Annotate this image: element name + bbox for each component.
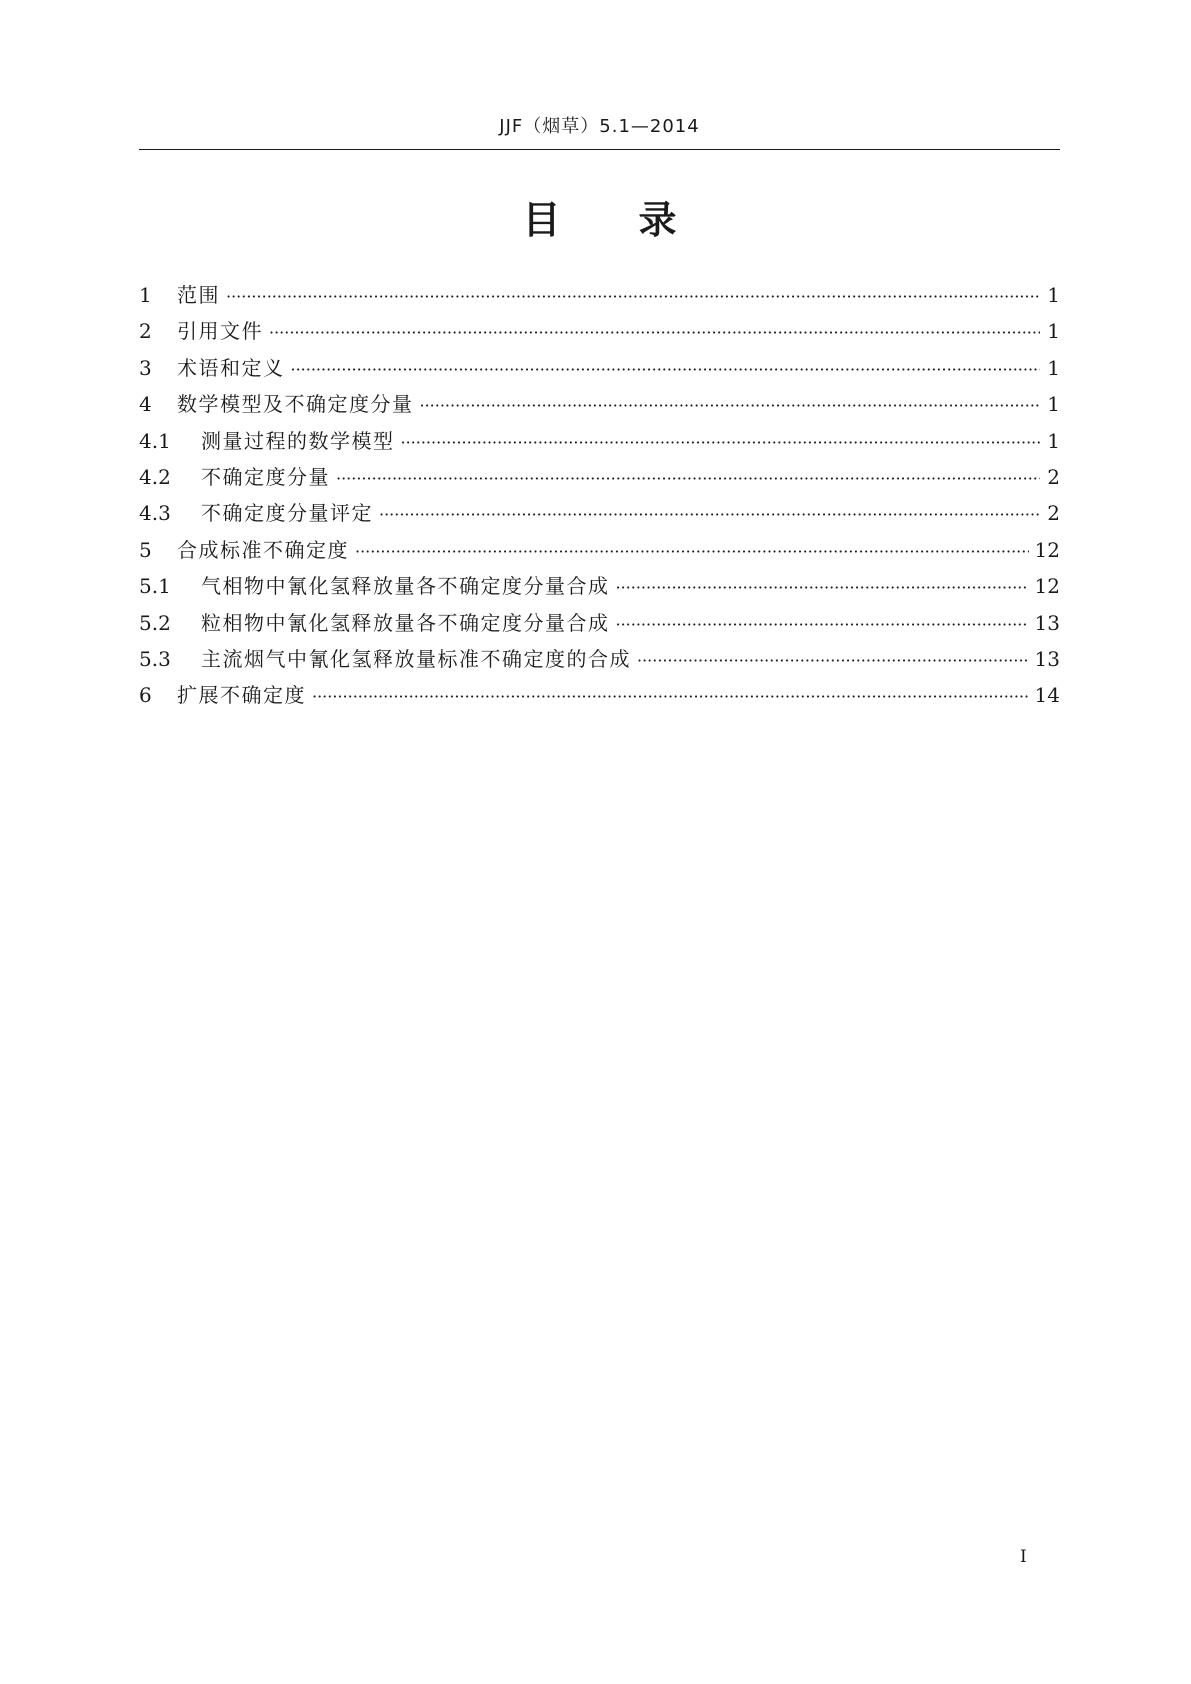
toc-entry[interactable]: [139, 459, 1060, 495]
toc-entry[interactable]: [139, 350, 1060, 386]
table-of-contents: [139, 277, 1060, 714]
toc-dot-leader: [616, 570, 1029, 606]
toc-entry-number: 4: [139, 392, 152, 417]
page-title: 目录: [522, 198, 755, 242]
toc-entry-page: 2: [1047, 464, 1060, 489]
toc-entry-number: 4.2: [139, 464, 171, 489]
toc-entry-title: 不确定度分量评定: [201, 501, 373, 526]
toc-entry[interactable]: [139, 386, 1060, 422]
toc-entry-page: 12: [1034, 574, 1060, 599]
standard-code-header: JJF（烟草）5.1—2014: [499, 116, 700, 137]
toc-dot-leader: [637, 643, 1029, 679]
toc-entry[interactable]: [139, 423, 1060, 459]
toc-entry-page: 12: [1034, 537, 1060, 562]
toc-entry-title: 引用文件: [177, 319, 263, 344]
toc-entry-title: 粒相物中氰化氢释放量各不确定度分量合成: [201, 610, 610, 635]
toc-dot-leader: [616, 607, 1029, 643]
header-rule: [139, 149, 1060, 150]
toc-entry[interactable]: [139, 641, 1060, 677]
toc-entry[interactable]: [139, 532, 1060, 568]
toc-entry-page: 13: [1034, 610, 1060, 635]
toc-entry[interactable]: [139, 605, 1060, 641]
toc-dot-leader: [269, 315, 1040, 351]
toc-entry-page: 1: [1047, 428, 1060, 453]
toc-dot-leader: [226, 279, 1040, 315]
toc-entry[interactable]: [139, 568, 1060, 604]
toc-entry-number: 3: [139, 355, 152, 380]
toc-entry-title: 范围: [177, 283, 220, 307]
toc-entry-title: 术语和定义: [177, 355, 285, 380]
toc-dot-leader: [336, 461, 1040, 497]
toc-entry-number: 1: [139, 283, 152, 307]
toc-entry-page: 14: [1034, 683, 1060, 708]
toc-entry-title: 合成标准不确定度: [177, 537, 349, 562]
toc-entry-number: 4.3: [139, 501, 171, 526]
toc-entry-number: 6: [139, 683, 152, 708]
toc-dot-leader: [420, 388, 1041, 424]
toc-entry-page: 1: [1047, 319, 1060, 344]
toc-dot-leader: [379, 497, 1040, 533]
toc-entry-title: 数学模型及不确定度分量: [177, 392, 414, 417]
toc-entry-title: 测量过程的数学模型: [201, 428, 395, 453]
toc-dot-leader: [291, 352, 1041, 388]
toc-entry[interactable]: [139, 277, 1060, 313]
toc-entry-page: 1: [1047, 283, 1060, 307]
toc-entry-number: 5.2: [139, 610, 171, 635]
toc-entry-number: 4.1: [139, 428, 171, 453]
toc-entry-number: 5.1: [139, 574, 171, 599]
toc-entry-page: 1: [1047, 355, 1060, 380]
page-number: I: [1020, 1547, 1027, 1567]
toc-entry-page: 2: [1047, 501, 1060, 526]
toc-entry-number: 5: [139, 537, 152, 562]
toc-entry-number: 2: [139, 319, 152, 344]
toc-entry[interactable]: [139, 677, 1060, 713]
toc-entry-title: 扩展不确定度: [177, 683, 306, 708]
toc-entry-page: 13: [1034, 646, 1060, 671]
toc-dot-leader: [401, 425, 1041, 461]
toc-entry-number: 5.3: [139, 646, 171, 671]
toc-entry-title: 不确定度分量: [201, 464, 330, 489]
toc-entry-page: 1: [1047, 392, 1060, 417]
toc-entry-title: 气相物中氰化氢释放量各不确定度分量合成: [201, 574, 610, 599]
toc-entry[interactable]: [139, 313, 1060, 349]
toc-entry[interactable]: [139, 495, 1060, 531]
toc-dot-leader: [355, 534, 1029, 570]
toc-entry-title: 主流烟气中氰化氢释放量标准不确定度的合成: [201, 646, 631, 671]
toc-dot-leader: [312, 679, 1029, 715]
